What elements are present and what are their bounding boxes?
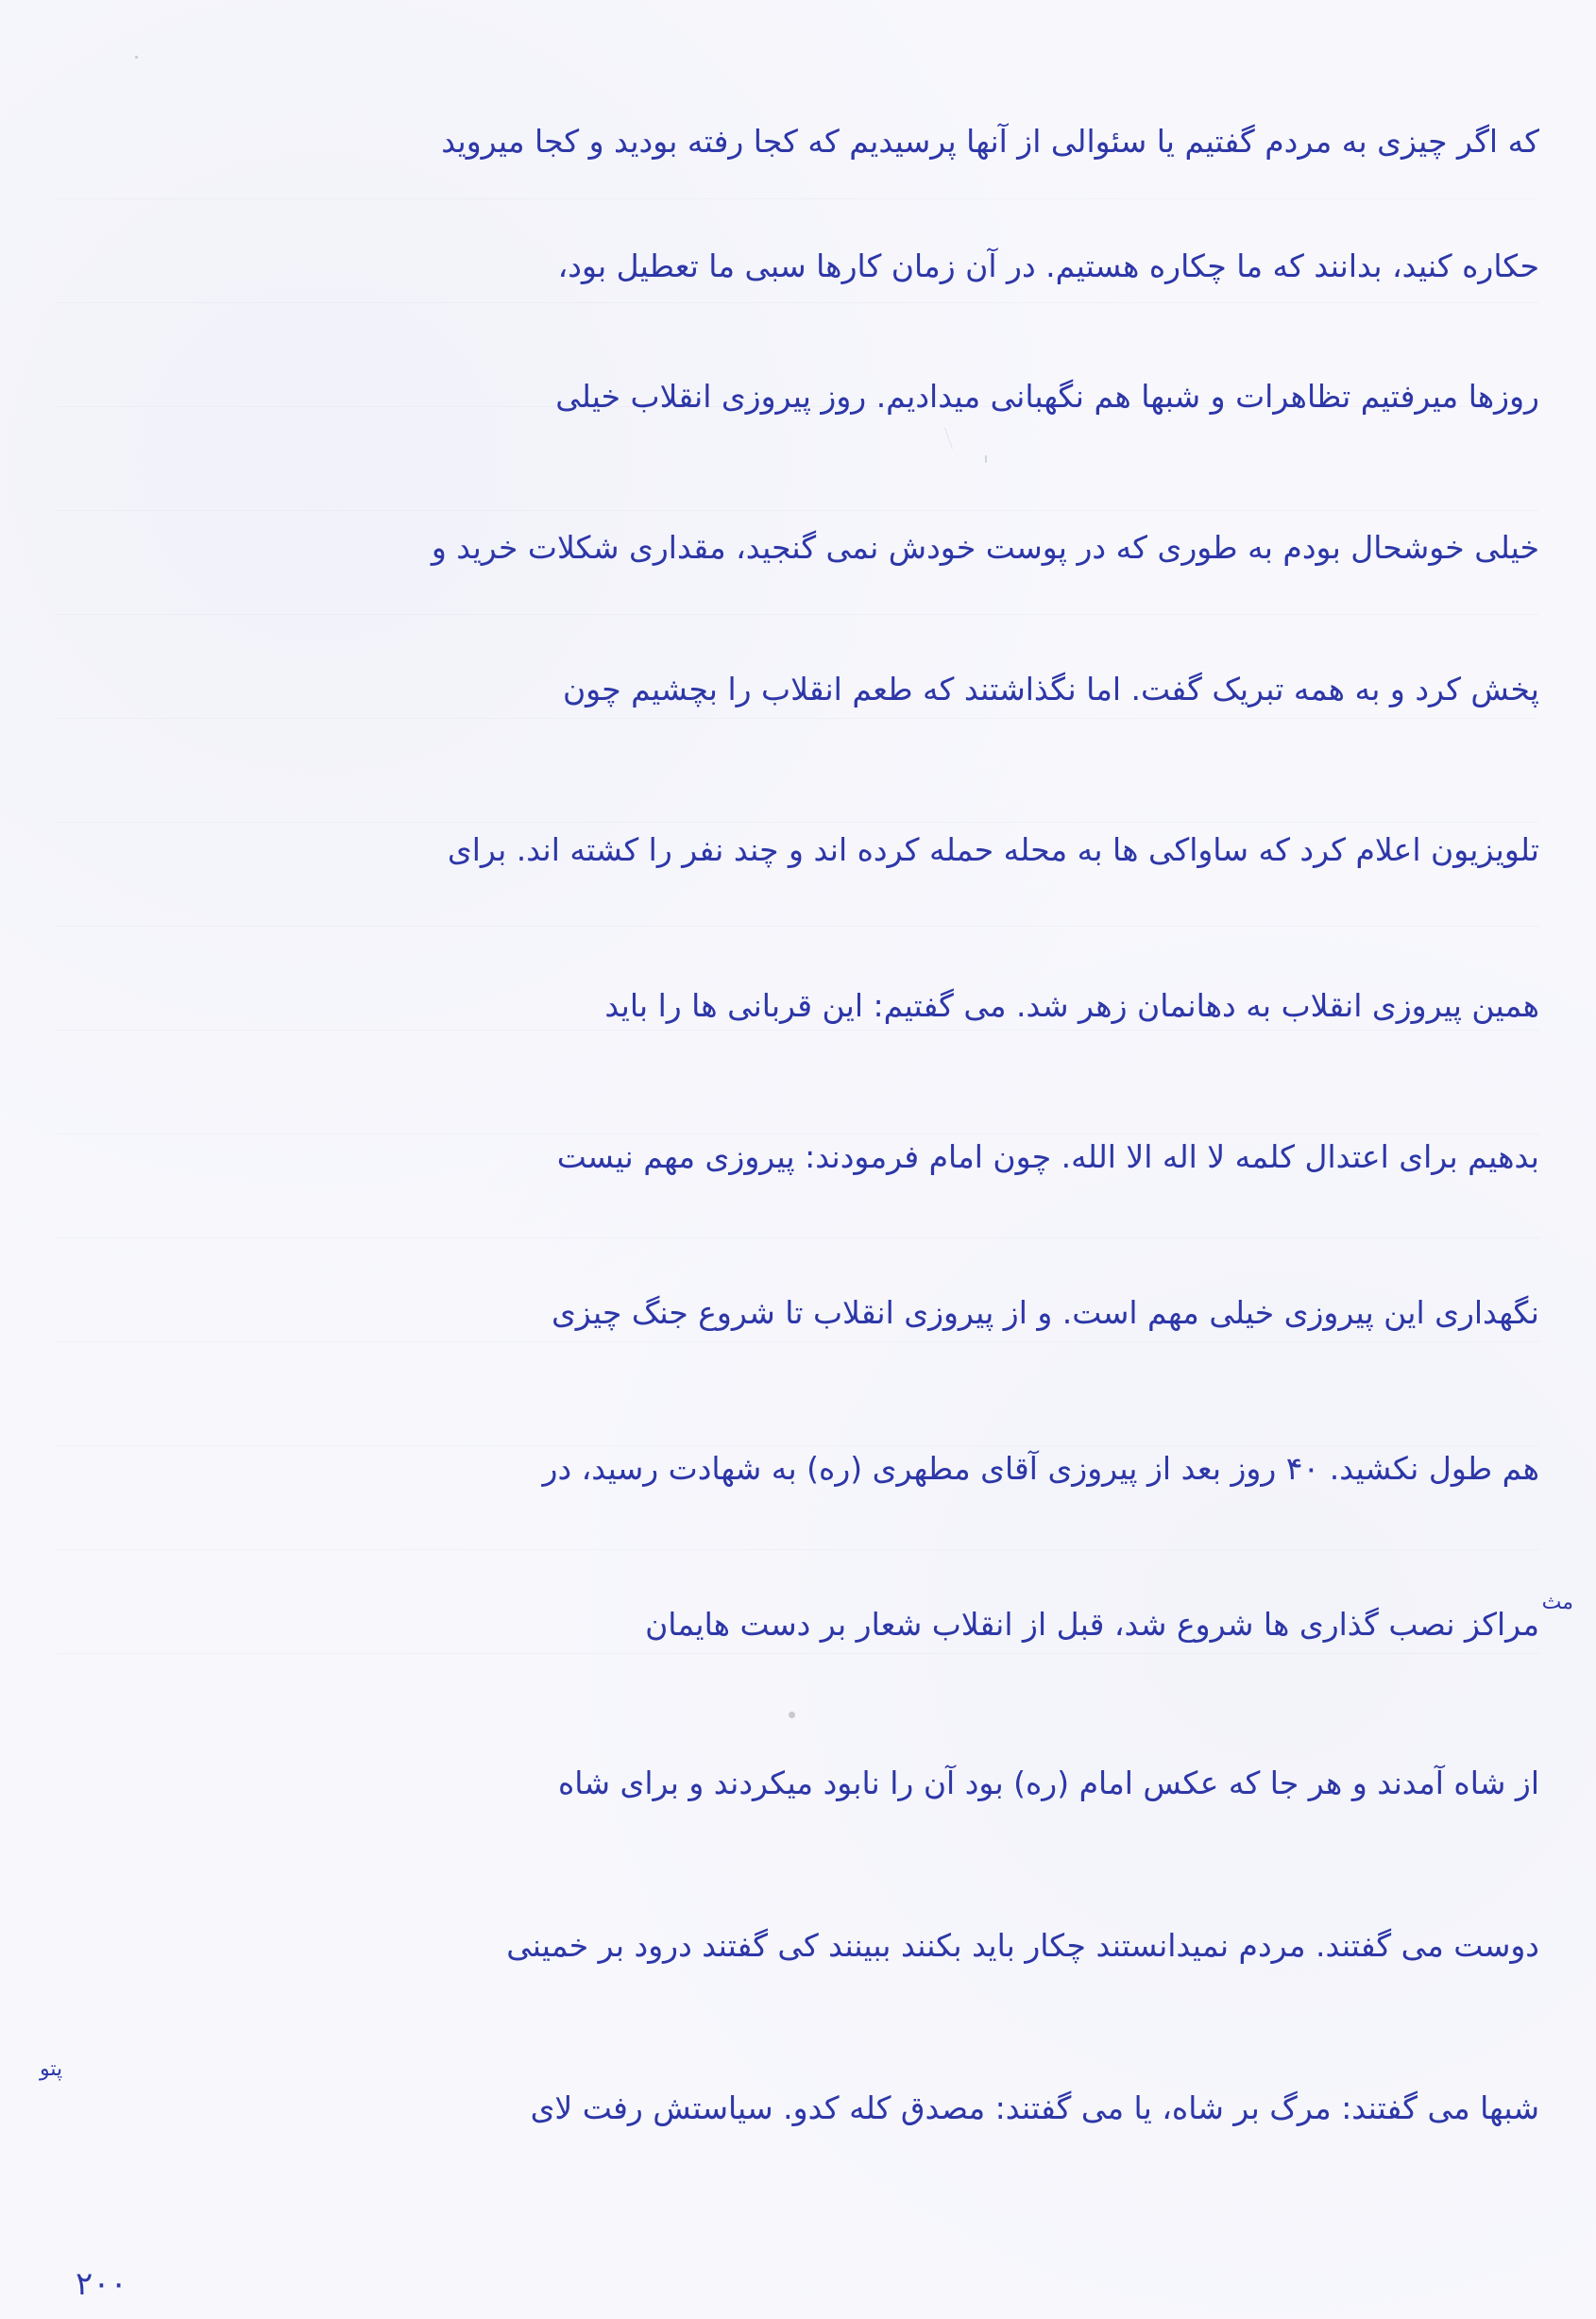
- margin-note: پتو: [40, 2057, 63, 2081]
- handwritten-line-13: دوست می گفتند. مردم نمیدانستند چکار باید بکنند ببینند کی گفتند درود بر خمینی: [506, 1927, 1539, 1964]
- handwritten-line-10: هم طول نکشید. ۴۰ روز بعد از پیروزی آقای مطهری (ره) به شهادت رسید، در: [542, 1450, 1539, 1487]
- paper-mark: [944, 428, 953, 450]
- handwritten-line-11: مراکز نصب گذاری ها شروع شد، قبل از انقلاب شعار بر دست هایمان: [645, 1606, 1539, 1643]
- handwritten-line-6: تلویزیون اعلام کرد که ساواکی ها به محله حمله کرده اند و چند نفر را کشته اند. برای: [447, 831, 1539, 868]
- handwritten-line-5: پخش کرد و به همه تبریک گفت. اما نگذاشتند که طعم انقلاب را بچشیم چون: [562, 671, 1539, 708]
- handwritten-line-4: خیلی خوشحال بودم به طوری که در پوست خودش نمی گنجید، مقداری شکلات خرید و: [431, 529, 1539, 566]
- paper-mark: [985, 455, 987, 463]
- handwritten-line-7: همین پیروزی انقلاب به دهانمان زهر شد. می گفتیم: این قربانی ها را باید: [604, 987, 1539, 1024]
- handwritten-line-2: حکاره کنید، بدانند که ما چکاره هستیم. در آن زمان کارها سبی ما تعطیل بود،: [557, 247, 1539, 284]
- page-number: ۲۰۰: [76, 2265, 127, 2303]
- handwritten-line-1: که اگر چیزی به مردم گفتیم یا سئوالی از آنها پرسیدیم که کجا رفته بودید و کجا میروید: [441, 123, 1539, 160]
- handwritten-line-14: شبها می گفتند: مرگ بر شاه، یا می گفتند: مصدق کله کدو. سیاستش رفت لای: [530, 2089, 1539, 2126]
- paper-speck: [135, 56, 138, 59]
- handwritten-line-8: بدهیم برای اعتدال کلمه لا اله الا الله. چون امام فرمودند: پیروزی مهم نیست: [556, 1138, 1539, 1175]
- margin-note: مث: [1541, 1591, 1573, 1614]
- handwritten-line-3: روزها میرفتیم تظاهرات و شبها هم نگهبانی میدادیم. روز پیروزی انقلاب خیلی: [555, 378, 1539, 415]
- paper-speck: [789, 1712, 795, 1718]
- handwritten-line-12: از شاه آمدند و هر جا که عکس امام (ره) بود آن را نابود میکردند و برای شاه: [558, 1765, 1539, 1801]
- handwritten-line-9: نگهداری این پیروزی خیلی مهم است. و از پیروزی انقلاب تا شروع جنگ چیزی: [551, 1294, 1539, 1331]
